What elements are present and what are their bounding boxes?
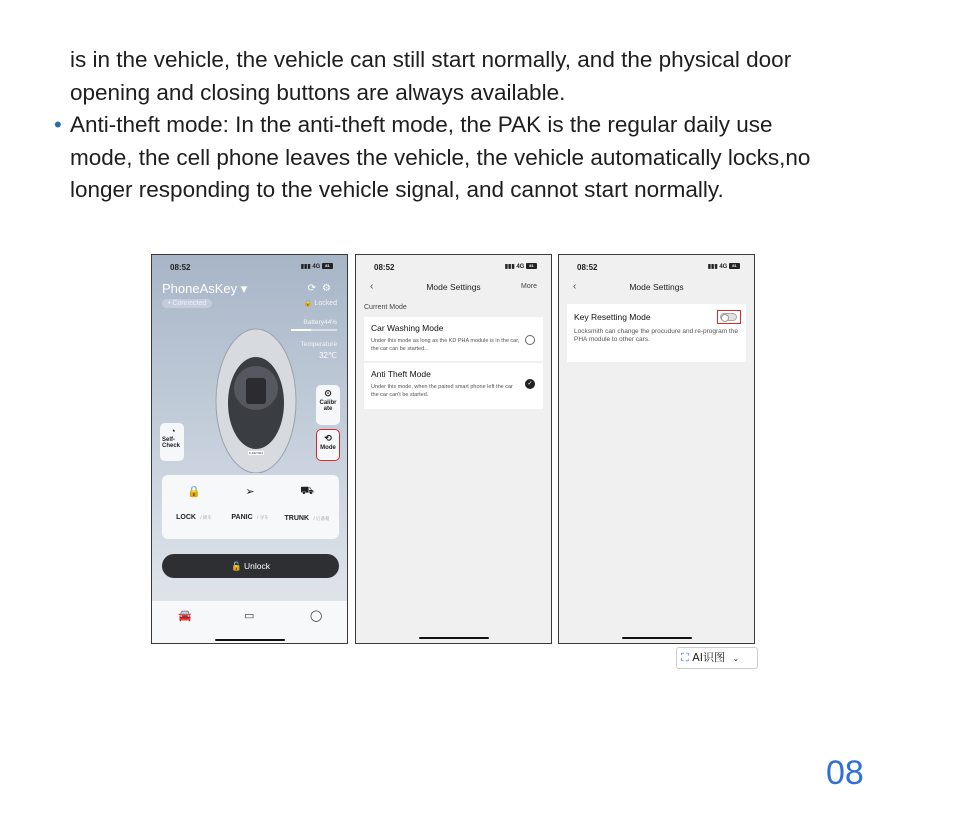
app-title[interactable]: PhoneAsKey ▾ — [162, 281, 248, 296]
unlock-button[interactable]: 🔓 Unlock — [162, 554, 339, 578]
document-body — [54, 44, 900, 207]
action-sublabel: / 锁车 — [200, 515, 212, 520]
gauge-icon: ◔ — [170, 426, 176, 436]
calibrate-label: Calibr ate — [319, 400, 337, 412]
toggle-highlight — [717, 310, 741, 324]
card-title: Key Resetting Mode — [574, 312, 651, 322]
page-number: 08 — [826, 754, 864, 792]
card-description: Locksmith can change the procudure and re-program the PHA module to other cars. — [574, 328, 739, 343]
action-label: TRUNK — [284, 515, 310, 522]
trunk-icon: ⛟ — [300, 485, 314, 497]
profile-tab-icon[interactable]: ◯ — [310, 610, 323, 622]
cycle-icon: ⟲ — [324, 433, 332, 443]
screen-title: Mode Settings — [629, 282, 684, 292]
status-bar — [559, 263, 754, 275]
status-bar — [152, 263, 347, 275]
battery-label: Battery44% — [303, 319, 337, 326]
mode-title: Car Washing Mode — [371, 323, 444, 333]
battery-icon: 81 — [526, 263, 537, 269]
phone-screenshot-key-resetting — [558, 254, 755, 644]
mode-title: Anti Theft Mode — [371, 369, 431, 379]
target-icon: ⊙ — [324, 388, 332, 398]
status-bar — [356, 263, 551, 275]
screen-title: Mode Settings — [426, 282, 481, 292]
action-panel — [162, 475, 339, 539]
refresh-icon[interactable]: ⟳ — [307, 283, 323, 294]
connection-badge: • Connected — [162, 299, 212, 308]
nav-bar — [356, 281, 551, 297]
battery-icon: 81 — [322, 263, 333, 269]
lock-status: 🔒 Locked — [303, 300, 337, 307]
plate-text: K-KEY001 — [248, 451, 264, 455]
mode-label: Mode — [320, 445, 336, 451]
message-tab-icon[interactable]: ▭ — [244, 610, 255, 622]
status-time: 08:52 — [577, 263, 598, 272]
action-sublabel: / 后备箱 — [313, 516, 330, 521]
ai-button-label: AI识图 — [692, 651, 725, 664]
mode-button[interactable] — [316, 429, 340, 461]
text-line: Anti-theft mode: In the anti-theft mode, the PAK is the regular daily use — [70, 112, 773, 137]
bullet-dot-icon: • — [54, 112, 62, 137]
phone-screenshot-mode-settings — [355, 254, 552, 644]
text-line: longer responding to the vehicle signal, and cannot start normally. — [70, 177, 724, 202]
home-indicator — [419, 637, 489, 640]
back-icon[interactable]: ‹ — [370, 281, 374, 292]
mode-description: Under this mode, when the paired smart phone left the car the car can't be started. — [371, 384, 513, 398]
phone-screenshot-home — [151, 254, 348, 644]
calibrate-button[interactable] — [316, 385, 340, 425]
back-icon[interactable]: ‹ — [573, 281, 577, 292]
send-icon: ➢ — [245, 486, 255, 498]
settings-icon[interactable]: ⚙ — [322, 283, 337, 294]
signal-indicator: ▮▮▮ 4G 81 — [708, 263, 740, 270]
action-label: PANIC — [231, 514, 253, 521]
battery-icon: 81 — [729, 263, 740, 269]
nav-bar — [559, 281, 754, 297]
panic-action[interactable] — [222, 485, 278, 524]
home-indicator — [215, 639, 285, 642]
action-sublabel: / 寻车 — [257, 515, 269, 520]
home-indicator — [622, 637, 692, 640]
car-tab-icon[interactable]: 🚘 — [178, 610, 192, 622]
ai-image-recognition-button[interactable] — [676, 647, 758, 669]
self-check-button[interactable] — [160, 423, 184, 461]
text-line: is in the vehicle, the vehicle can still start normally, and the physical door — [70, 47, 792, 72]
more-button[interactable]: More — [521, 283, 537, 290]
radio-selected-check-icon[interactable]: ✓ — [525, 379, 535, 389]
status-time: 08:52 — [374, 263, 395, 272]
header-icons — [308, 283, 337, 294]
bullet-item — [54, 109, 900, 207]
scan-icon: ⛶ — [681, 651, 689, 664]
signal-indicator: ▮▮▮ 4G 81 — [505, 263, 537, 270]
text-line: mode, the cell phone leaves the vehicle, the vehicle automatically locks,no — [70, 144, 811, 170]
key-resetting-toggle[interactable] — [720, 313, 737, 321]
temperature-label: Temperature — [300, 341, 337, 348]
lock-action[interactable] — [166, 485, 222, 524]
chevron-down-icon: ⌄ — [732, 654, 740, 663]
self-check-label: Self- Check — [162, 437, 181, 449]
temperature-value: 32℃ — [319, 351, 337, 360]
status-time: 08:52 — [170, 263, 191, 272]
key-resetting-card — [567, 304, 746, 362]
tab-bar — [152, 601, 347, 644]
mode-option-anti-theft[interactable] — [364, 363, 543, 409]
text-line: opening and closing buttons are always available. — [70, 79, 566, 105]
lock-icon: 🔒 — [187, 486, 201, 498]
mode-option-car-washing[interactable] — [364, 317, 543, 361]
unlock-label: Unlock — [243, 561, 270, 571]
section-label: Current Mode — [364, 304, 407, 311]
car-image — [212, 323, 300, 473]
radio-unselected-icon[interactable] — [525, 335, 535, 345]
signal-indicator: ▮▮▮ 4G 81 — [301, 263, 333, 270]
action-label: LOCK — [176, 514, 196, 521]
mode-description: Under this mode as long as the KD PHA module is in the car, the car can be started... — [371, 338, 520, 352]
trunk-action[interactable] — [279, 485, 335, 525]
